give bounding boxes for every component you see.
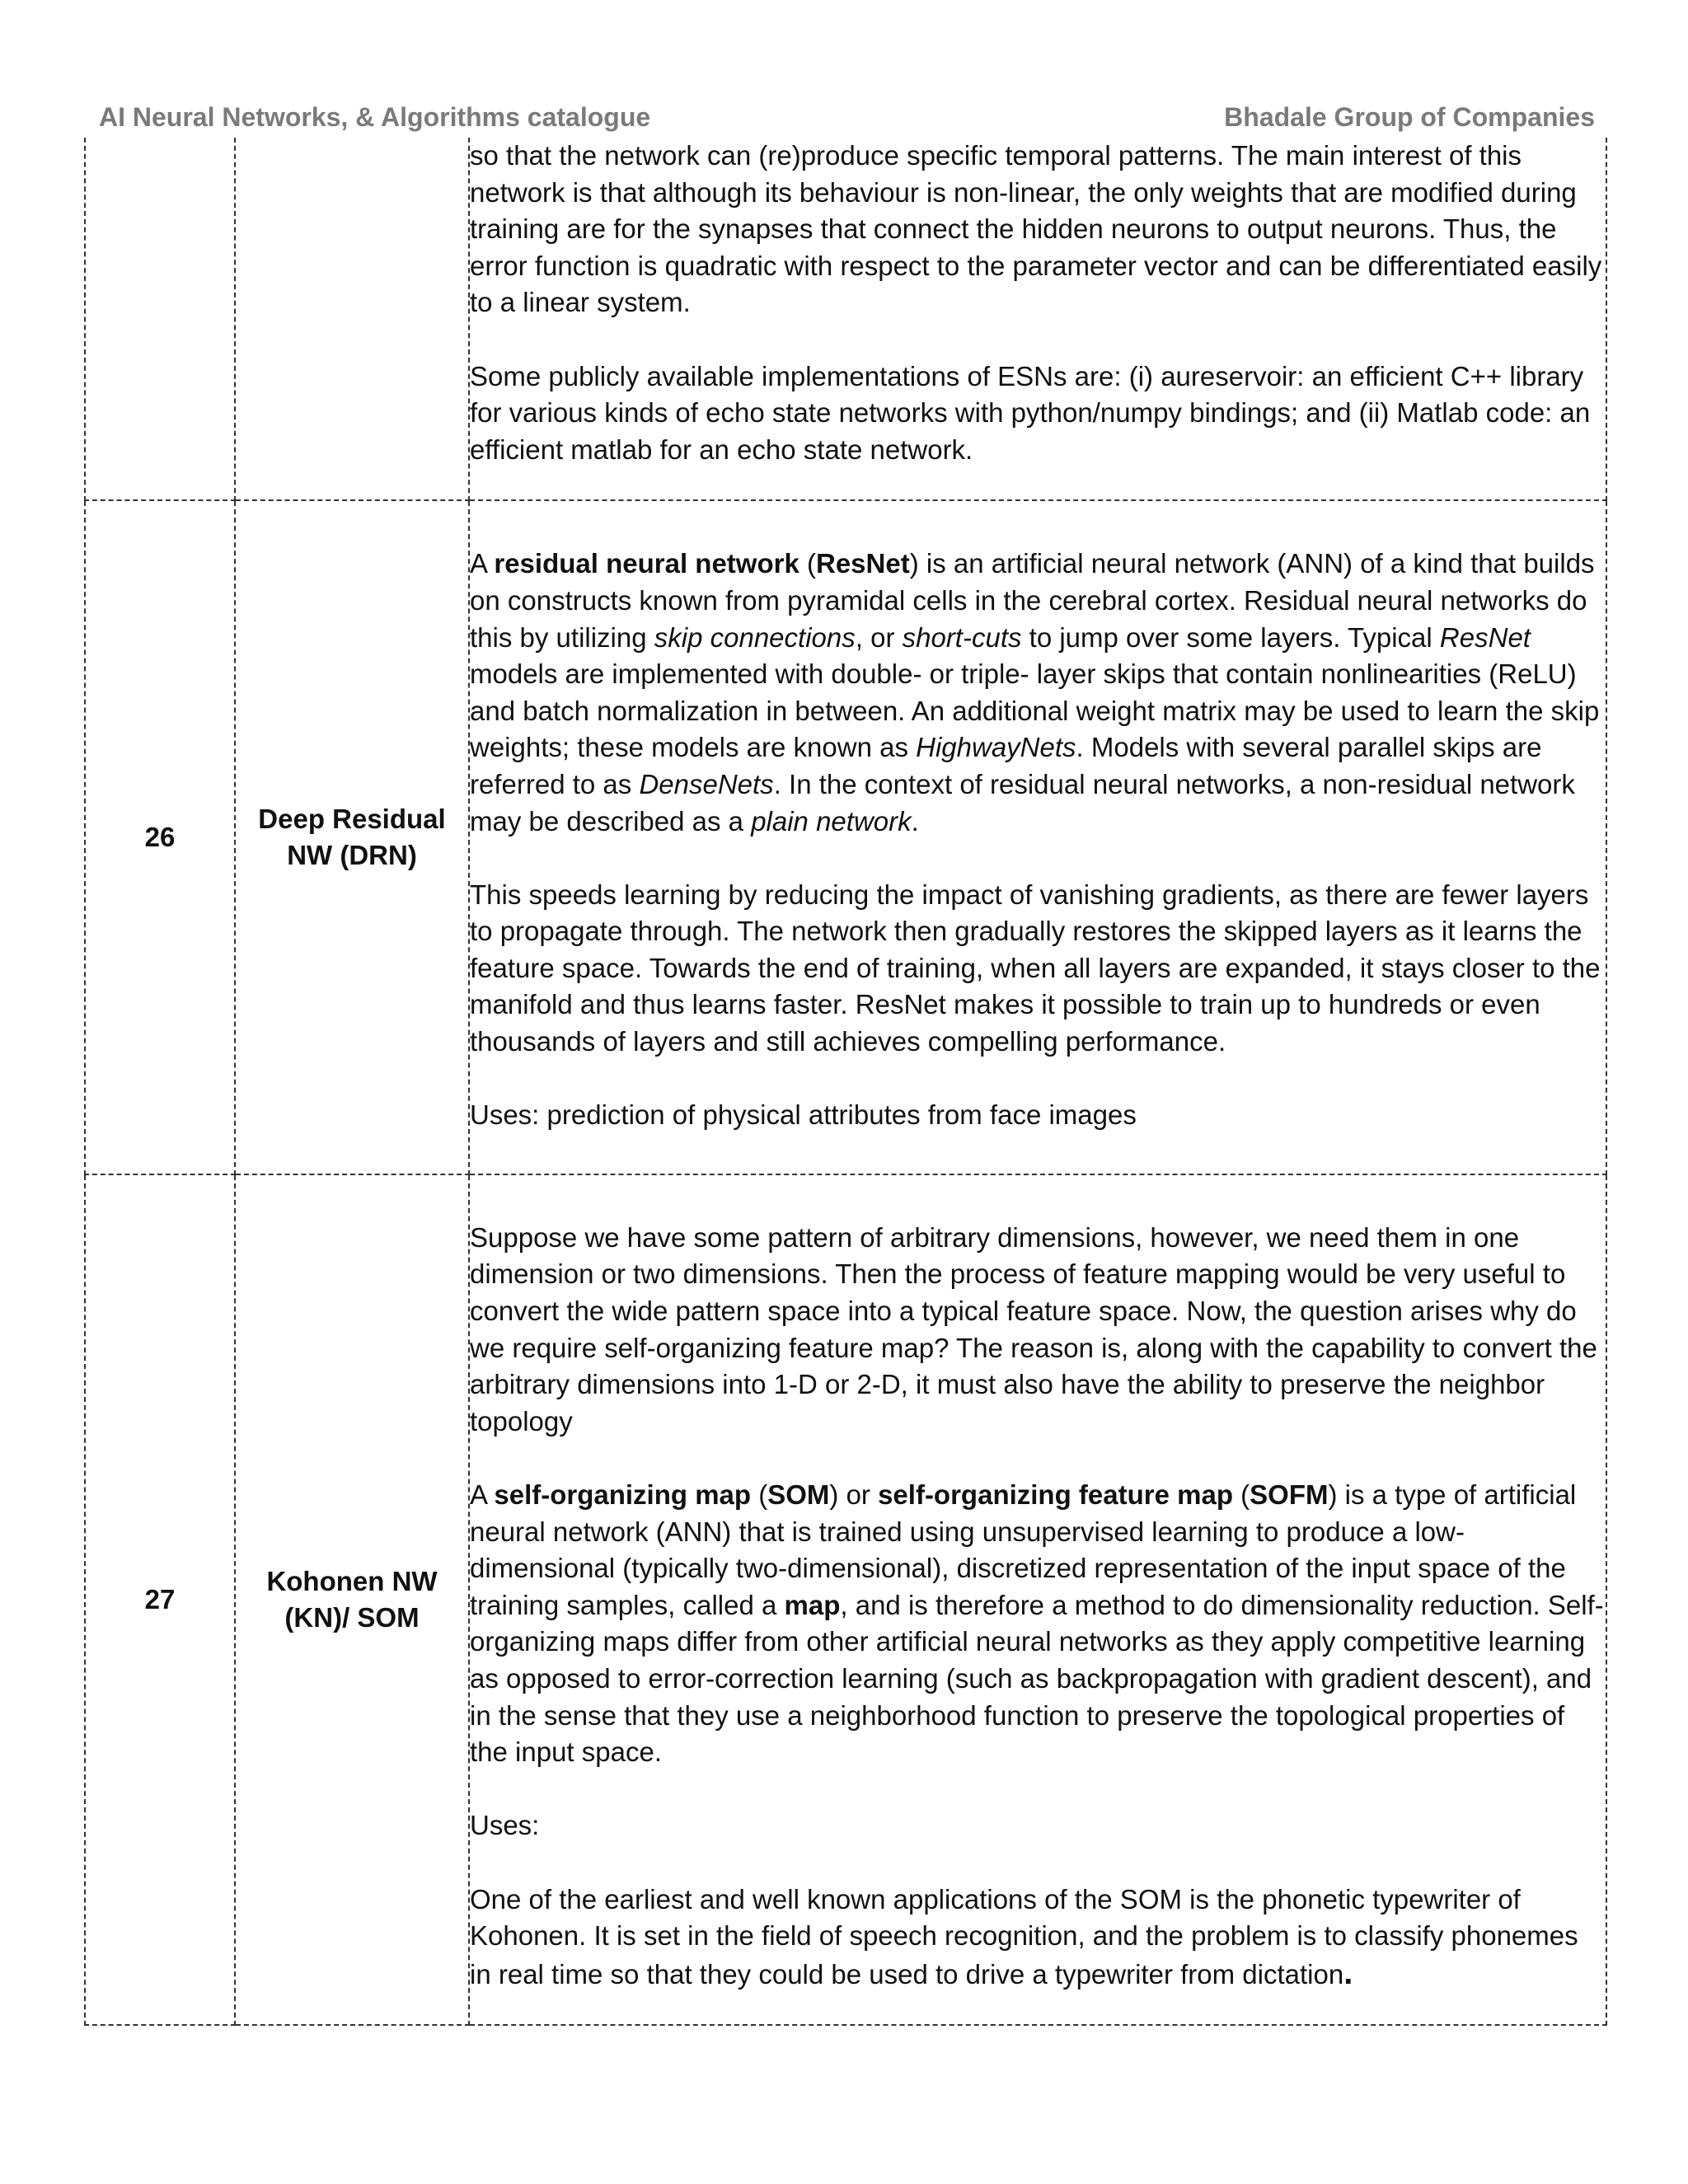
page-header: [99, 102, 1595, 138]
number-cell: [85, 138, 235, 500]
table-row-26: [85, 500, 1606, 1174]
network-name-text: Kohonen NW (KN)/ SOM: [266, 1566, 438, 1633]
uses-line: Uses:: [470, 1810, 540, 1841]
paragraph: Some publicly available implementations of ESNs are: (i) aureservoir: an efficient C++ library for various kinds of echo state networks with python/numpy bindings; and (ii) Matlab code: an efficient matlab for an echo state network.: [470, 360, 1591, 465]
catalogue-table: [84, 138, 1607, 2026]
uses-line: Uses: prediction of physical attributes from face images: [470, 1099, 1137, 1131]
row-number: 26: [85, 500, 235, 1174]
paragraph: This speeds learning by reducing the impact of vanishing gradients, as there are fewer layers to propagate through. The network then gradually restores the skipped layers as it learns the feature space. Towards the end of training, when all layers are expanded, it stays closer to the manifold and thus learns faster. ResNet makes it possible to train up to hundreds or even thousands of layers and still achieves compelling performance.: [470, 879, 1601, 1057]
paragraph: A residual neural network (ResNet) is an artificial neural network (ANN) of a kind that builds on constructs known from pyramidal cells in the cerebral cortex. Residual neural networks do this by utilizing skip connections, or short-cuts to jump over some layers. Typical ResNet models are implemented with double- or triple- layer skips that contain nonlinearities (ReLU) and batch normalization in between. An additional weight matrix may be used to learn the skip weights; these models are known as HighwayNets. Models with several parallel skips are referred to as DenseNets. In the context of residual neural networks, a non-residual network may be described as a plain network.: [470, 548, 1600, 837]
description-cell: [469, 1174, 1606, 2025]
network-name: [235, 1174, 469, 2025]
header-title: AI Neural Networks, & Algorithms catalogue: [99, 102, 651, 132]
paragraph: Suppose we have some pattern of arbitrary dimensions, however, we need them in one dimension or two dimensions. Then the process of feature mapping would be very useful to convert the wide pattern space into a typical feature space. Now, the question arises why do we require self-organizing feature map? The reason is, along with the capability to convert the arbitrary dimensions into 1-D or 2-D, it must also have the ability to preserve the neighbor topology: [470, 1221, 1597, 1436]
table-row-continued: [85, 138, 1606, 500]
network-name: [235, 500, 469, 1174]
name-cell: [235, 138, 469, 500]
table-row-27: [85, 1174, 1606, 2025]
paragraph: so that the network can (re)produce specific temporal patterns. The main interest of this network is that although its behaviour is non-linear, the only weights that are modified during training are for the synapses that connect the hidden neurons to output neurons. Thus, the error function is quadratic with respect to the parameter vector and can be differentiated easily to a linear system.: [470, 140, 1602, 318]
description-cell: [469, 138, 1606, 500]
paragraph: One of the earliest and well known applications of the SOM is the phonetic typewriter of Kohonen. It is set in the field of speech recognition, and the problem is to classify phonemes in real time so that they could be used to drive a typewriter from dictation.: [470, 1883, 1578, 1991]
description-cell: [469, 500, 1606, 1174]
network-name-text: Deep Residual NW (DRN): [258, 804, 446, 871]
header-company: Bhadale Group of Companies: [1224, 102, 1595, 132]
row-number: 27: [85, 1174, 235, 2025]
paragraph: A self-organizing map (SOM) or self-organizing feature map (SOFM) is a type of artificial neural network (ANN) that is trained using unsupervised learning to produce a low-dimensional (typically two-dimensional), discretized representation of the input space of the training samples, called a map, and is therefore a method to do dimensionality reduction. Self-organizing maps differ from other artificial neural networks as they apply competitive learning as opposed to error-correction learning (such as backpropagation with gradient descent), and in the sense that they use a neighborhood function to preserve the topological properties of the input space.: [470, 1479, 1604, 1768]
